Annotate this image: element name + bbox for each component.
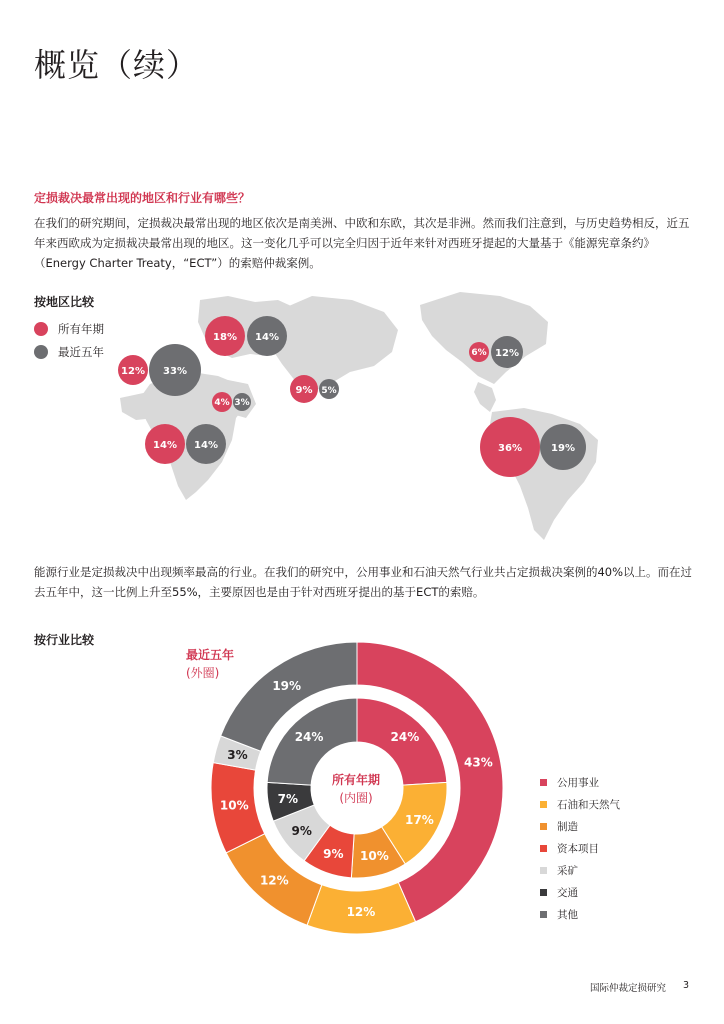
bubble-cee-recent-label: 5% [321,386,337,396]
outer-ring-label: 最近五年 [186,648,235,662]
industry-legend-label: 公用事业 [557,777,599,789]
bubble-south-america-all-label: 12% [121,366,145,377]
inner-ring-slices [267,698,447,878]
inner-slice-label-1: 17% [405,812,434,827]
bubble-western-europe-recent-label: 14% [255,332,279,343]
industry-legend-item [540,819,578,834]
inner-ring-sublabel: (内圈) [339,791,373,805]
industry-legend-item [540,863,578,878]
bubble-middle-east-recent-label: 3% [234,398,250,408]
industry-legend-label: 石油和天然气 [557,799,620,811]
industry-legend-label: 采矿 [557,865,578,877]
outer-slice-label-1: 12% [346,904,376,919]
industry-chart-heading: 按行业比较 [34,633,95,647]
page-title: 概览（续） [34,46,200,84]
footer-publication-title: 国际仲裁定损研究 [590,983,667,994]
industry-legend-swatch [540,867,547,874]
legend-all-years-label: 所有年期 [58,322,104,336]
industry-legend-swatch [540,779,547,786]
outer-ring-slices [211,642,503,934]
industry-legend-item [540,797,620,812]
legend-recent-label: 最近五年 [58,345,104,359]
bubble-cee-all-label: 9% [295,385,313,396]
industry-legend-label: 制造 [557,821,578,833]
inner-slice-label-4: 9% [291,823,312,838]
bubble-asia-recent-label: 19% [551,443,575,454]
industry-legend-swatch [540,801,547,808]
inner-slice-label-3: 9% [323,846,344,861]
inner-slice-label-0: 24% [390,729,420,744]
bubble-asia-all-label: 36% [498,443,522,454]
industry-legend-item [540,775,599,790]
section-heading: 定损裁决最常出现的地区和行业有哪些？ [34,191,251,205]
bubble-south-america-recent-label: 33% [163,366,187,377]
industry-legend-swatch [540,911,547,918]
industry-legend-swatch [540,823,547,830]
inner-slice-label-6: 24% [294,729,324,744]
bubble-middle-east-all-label: 4% [214,398,230,408]
inner-slice-label-2: 10% [360,848,389,863]
bubble-north-america-recent-label: 12% [495,348,519,359]
bubble-africa-recent-label: 14% [194,440,218,451]
inner-ring-label: 所有年期 [331,773,380,787]
outer-slice-label-4: 3% [227,747,248,762]
outer-slice-label-2: 12% [259,873,289,888]
intro-paragraph: 在我们的研究期间，定损裁决最常出现的地区依次是南美洲、中欧和东欧，其次是非洲。然而我们注意到，与历史趋势相反，近五年来西欧成为定损裁决最常出现的地区。这一变化几乎可以完全归因于近年来针对西班牙提起的大量基于《能源宪章条约》（Energy Charter Treaty，“ECT”）的索赔仲裁案例。 [34,216,690,270]
outer-slice-label-6: 19% [272,678,302,693]
outer-slice-label-3: 10% [219,798,249,813]
page-number: 3 [683,980,690,991]
industry-legend-label: 资本项目 [557,843,599,855]
industry-legend-label: 其他 [557,909,578,921]
bubble-western-europe-all-label: 18% [213,332,237,343]
outer-ring-sublabel: (外圈) [186,666,220,680]
bubble-north-america-all-label: 6% [471,348,487,358]
industry-paragraph: 能源行业是定损裁决中出现频率最高的行业。在我们的研究中，公用事业和石油天然气行业共占定损裁决案例的40%以上。而在过去五年中，这一比例上升至55%，主要原因也是由于针对西班牙提出的基于ECT的索赔。 [34,565,693,599]
industry-legend-label: 交通 [557,887,578,899]
bubble-africa-all-label: 14% [153,440,177,451]
outer-slice-label-0: 43% [464,755,493,770]
industry-legend-item [540,907,578,922]
industry-legend-swatch [540,845,547,852]
industry-legend-item [540,885,578,900]
industry-legend-item [540,841,599,856]
region-chart-heading: 按地区比较 [34,295,95,309]
industry-legend-swatch [540,889,547,896]
inner-slice-label-5: 7% [277,791,299,806]
